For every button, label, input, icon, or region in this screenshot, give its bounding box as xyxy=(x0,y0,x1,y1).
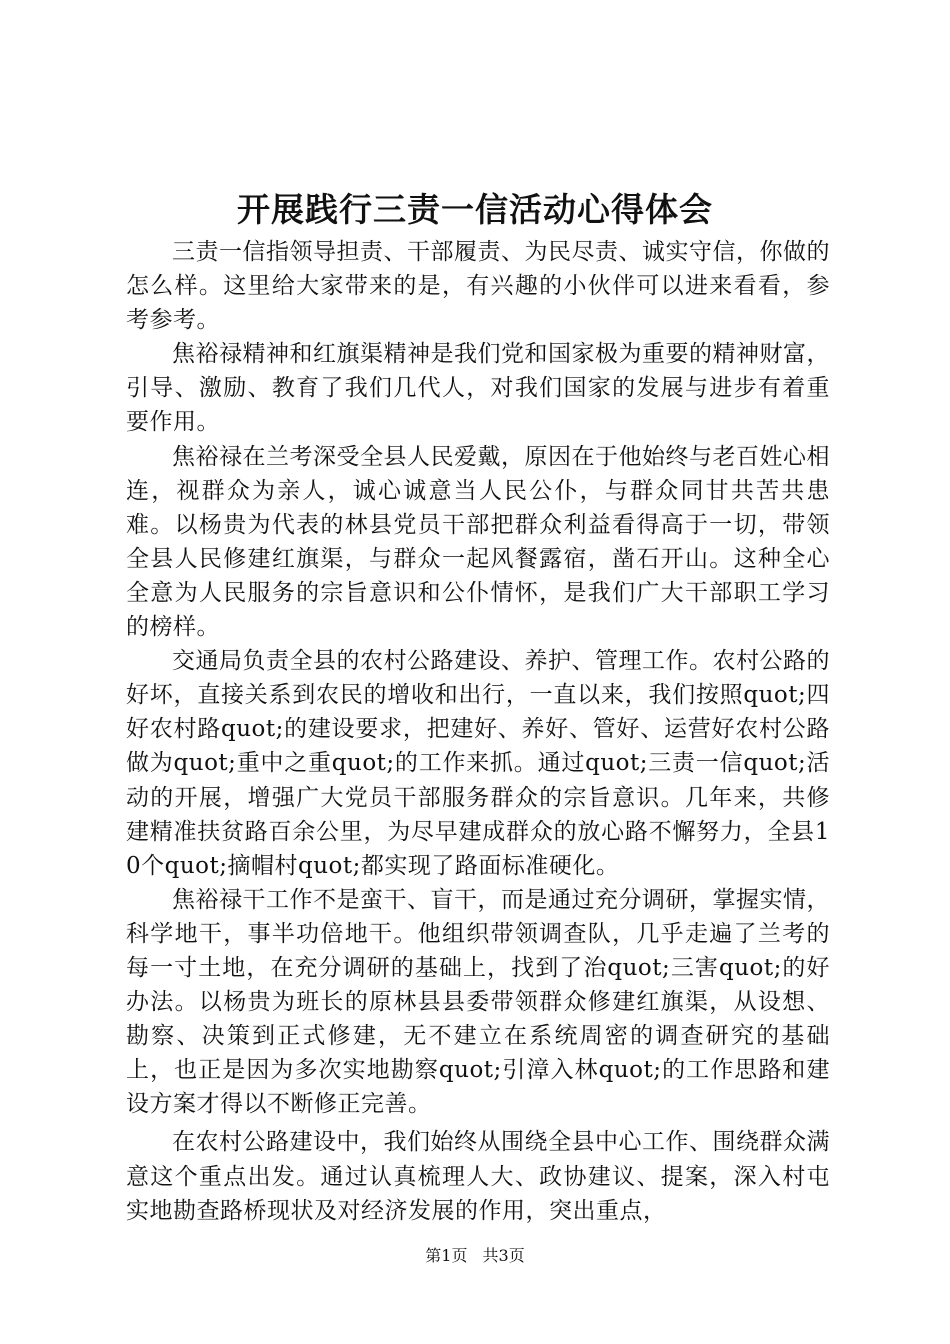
paragraph-spirit: 焦裕禄精神和红旗渠精神是我们党和国家极为重要的精神财富，引导、激励、教育了我们几代人，对我们国家的发展与进步有着重要作用。 xyxy=(126,341,830,436)
document-body xyxy=(126,235,830,1228)
paragraph-jiao-yulu: 焦裕禄在兰考深受全县人民爱戴，原因在于他始终与老百姓心相连，视群众为亲人，诚心诚意当人民公仆，与群众同甘共苦共患难。以杨贵为代表的林县党员干部把群众利益看得高于一切，带领全县人民修建红旗渠，与群众一起风餐露宿，凿石开山。这种全心全意为人民服务的宗旨意识和公仆情怀，是我们广大干部职工学习的榜样。 xyxy=(126,443,830,641)
page-number: 第1页 xyxy=(425,1246,468,1265)
page-footer xyxy=(0,1244,950,1268)
paragraph-research: 焦裕禄干工作不是蛮干、盲干，而是通过充分调研，掌握实情，科学地干，事半功倍地干。他组织带领调查队，几乎走遍了兰考的每一寸土地，在充分调研的基础上，找到了治quot;三害quot;的好办法。以杨贵为班长的原林县县委带领群众修建红旗渠，从设想、勘察、决策到正式修建，无不建立在系统周密的调查研究的基础上，也正是因为多次实地勘察quot;引漳入林quot;的工作思路和建设方案才得以不断修正完善。 xyxy=(126,886,830,1118)
page-total: 共3页 xyxy=(482,1246,525,1265)
paragraph-transport-bureau: 交通局负责全县的农村公路建设、养护、管理工作。农村公路的好坏，直接关系到农民的增收和出行，一直以来，我们按照quot;四好农村路quot;的建设要求，把建好、养好、管好、运营好农村公路做为quot;重中之重quot;的工作来抓。通过quot;三责一信quot;活动的开展，增强广大党员干部服务群众的宗旨意识。几年来，共修建精准扶贫路百余公里，为尽早建成群众的放心路不懈努力，全县10个quot;摘帽村quot;都实现了路面标准硬化。 xyxy=(126,648,830,879)
paragraph-intro: 三责一信指领导担责、干部履责、为民尽责、诚实守信，你做的怎么样。这里给大家带来的是，有兴趣的小伙伴可以进来看看，参考参考。 xyxy=(126,239,830,334)
paragraph-rural-roads: 在农村公路建设中，我们始终从围绕全县中心工作、围绕群众满意这个重点出发。通过认真梳理人大、政协建议、提案，深入村屯实地勘查路桥现状及对经济发展的作用，突出重点， xyxy=(126,1129,830,1224)
document-title: 开展践行三责一信活动心得体会 xyxy=(237,190,713,229)
